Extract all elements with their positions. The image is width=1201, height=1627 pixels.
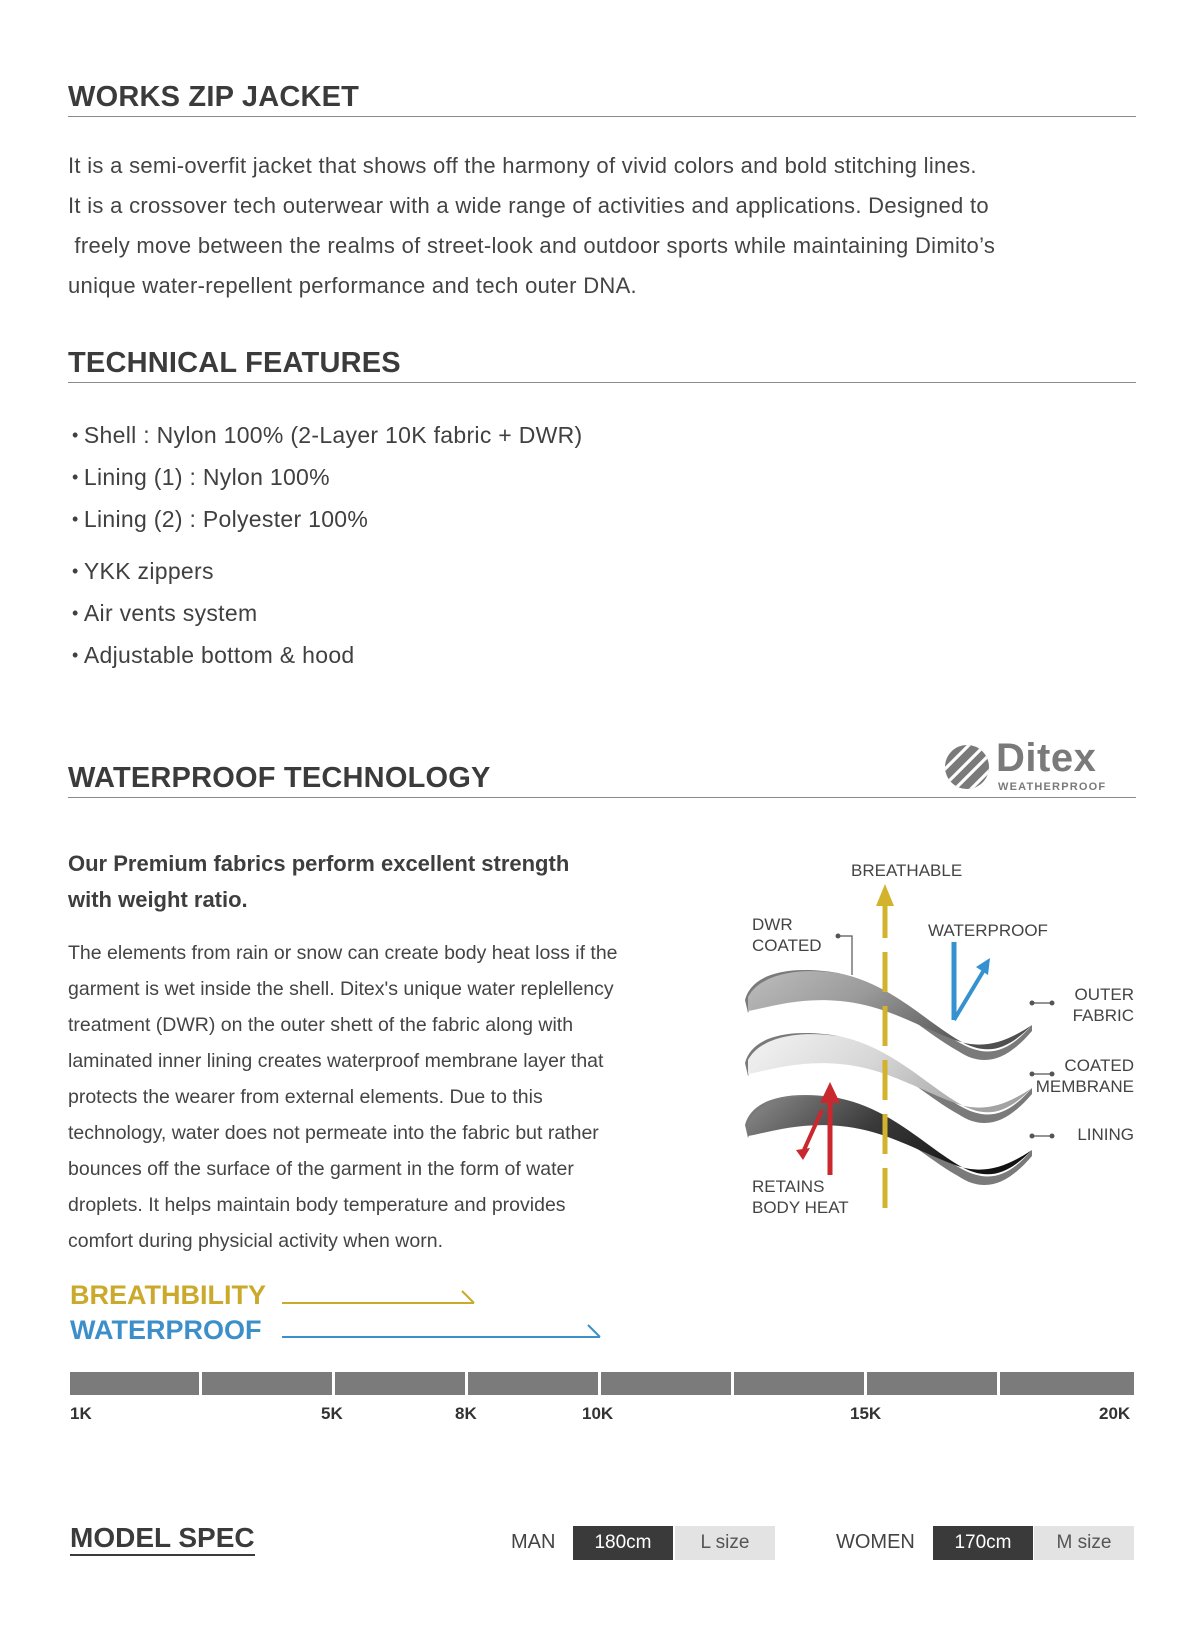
breathable-arrow-icon bbox=[876, 884, 894, 906]
scale-tick: 8K bbox=[455, 1404, 477, 1423]
body-line: comfort during physicial activity when worn. bbox=[68, 1230, 443, 1252]
scale-segment bbox=[335, 1372, 465, 1395]
scale-segment bbox=[468, 1372, 598, 1395]
headline-line: with weight ratio. bbox=[68, 887, 248, 912]
list-item: • Shell : Nylon 100% (2-Layer 10K fabric + DWR) bbox=[72, 415, 583, 457]
scale-segment bbox=[601, 1372, 731, 1395]
label-line: RETAINS bbox=[752, 1177, 825, 1196]
scale-tick: 1K bbox=[70, 1404, 92, 1423]
label-dwr-coated bbox=[752, 914, 822, 956]
body-line: bounces off the surface of the garment in the form of water bbox=[68, 1158, 574, 1180]
product-description bbox=[68, 146, 1158, 306]
model-spec-title: MODEL SPEC bbox=[70, 1522, 255, 1556]
label-line: COATED bbox=[752, 936, 822, 955]
label-coated-membrane bbox=[1030, 1055, 1134, 1097]
label-line: BODY HEAT bbox=[752, 1198, 849, 1217]
scale-segment bbox=[734, 1372, 864, 1395]
headline-line: Our Premium fabrics perform excellent strength bbox=[68, 851, 570, 876]
description-line: It is a semi-overfit jacket that shows off the harmony of vivid colors and bold stitching lines. bbox=[68, 153, 977, 178]
body-line: protects the wearer from external elements. Due to this bbox=[68, 1086, 543, 1108]
label-retains-body-heat bbox=[752, 1176, 849, 1218]
label-outer-fabric bbox=[1064, 984, 1134, 1026]
body-line: The elements from rain or snow can create body heat loss if the bbox=[68, 942, 618, 964]
dwr-leader-line bbox=[838, 936, 852, 975]
ditex-logo bbox=[944, 736, 1134, 794]
body-line: droplets. It helps maintain body temperature and provides bbox=[68, 1194, 566, 1216]
list-item: • Air vents system bbox=[72, 593, 355, 635]
body-line: laminated inner lining creates waterproof membrane layer that bbox=[68, 1050, 604, 1072]
body-line: technology, water does not permeate into the fabric but rather bbox=[68, 1122, 599, 1144]
product-title: WORKS ZIP JACKET bbox=[68, 80, 1136, 117]
details-list bbox=[72, 551, 355, 677]
body-line: treatment (DWR) on the outer shett of the fabric along with bbox=[68, 1014, 574, 1036]
breathability-label: BREATHBILITY bbox=[70, 1280, 266, 1310]
heat-arrow-icon bbox=[820, 1082, 840, 1103]
ditex-logo-tagline: WEATHERPROOF bbox=[998, 781, 1107, 793]
heat-arrow-reflect-icon bbox=[796, 1148, 810, 1160]
waterproof-headline bbox=[68, 846, 569, 918]
list-item: • Adjustable bottom & hood bbox=[72, 635, 355, 677]
list-item: • YKK zippers bbox=[72, 551, 355, 593]
label-breathable: BREATHABLE bbox=[851, 861, 963, 880]
waterproof-title: WATERPROOF TECHNOLOGY bbox=[68, 761, 1136, 798]
scale-segment bbox=[70, 1372, 199, 1395]
scale-segment bbox=[1000, 1372, 1134, 1395]
label-line: OUTER bbox=[1074, 985, 1134, 1004]
waterproof-rating-arrow-icon bbox=[282, 1322, 604, 1340]
man-label: MAN bbox=[511, 1531, 556, 1553]
label-line: DWR bbox=[752, 915, 793, 934]
label-waterproof: WATERPROOF bbox=[928, 921, 1048, 940]
waterproof-arrow-out bbox=[954, 970, 984, 1020]
features-title: TECHNICAL FEATURES bbox=[68, 346, 1136, 383]
description-line: It is a crossover tech outerwear with a wide range of activities and applications. Designed to bbox=[68, 193, 989, 218]
breathability-arrow-icon bbox=[282, 1288, 477, 1306]
waterproof-body bbox=[68, 935, 718, 1259]
description-line: freely move between the realms of street-look and outdoor sports while maintaining Dimito’s bbox=[68, 233, 996, 258]
women-height: 170cm bbox=[933, 1526, 1033, 1560]
list-item: • Lining (1) : Nylon 100% bbox=[72, 457, 583, 499]
label-line: MEMBRANE bbox=[1035, 1077, 1134, 1096]
label-lining: LINING bbox=[1077, 1125, 1134, 1144]
label-line: FABRIC bbox=[1072, 1006, 1134, 1025]
list-item: • Lining (2) : Polyester 100% bbox=[72, 499, 583, 541]
label-line: COATED bbox=[1064, 1056, 1134, 1075]
scale-segment bbox=[867, 1372, 997, 1395]
scale-tick: 15K bbox=[850, 1404, 882, 1423]
materials-list bbox=[72, 415, 583, 541]
scale-tick: 10K bbox=[582, 1404, 614, 1423]
body-line: garment is wet inside the shell. Ditex's unique water replellency bbox=[68, 978, 614, 1000]
waterproof-rating-label: WATERPROOF bbox=[70, 1315, 262, 1345]
scale-tick: 5K bbox=[321, 1404, 343, 1423]
ditex-logo-name: Ditex bbox=[996, 736, 1097, 780]
women-size: M size bbox=[1034, 1526, 1134, 1560]
man-size: L size bbox=[675, 1526, 775, 1560]
scale-segment bbox=[202, 1372, 332, 1395]
man-height: 180cm bbox=[573, 1526, 673, 1560]
women-label: WOMEN bbox=[836, 1531, 915, 1553]
ditex-stripe-logo-icon bbox=[944, 744, 990, 790]
scale-tick: 20K bbox=[1099, 1404, 1131, 1423]
description-line: unique water-repellent performance and tech outer DNA. bbox=[68, 273, 637, 298]
